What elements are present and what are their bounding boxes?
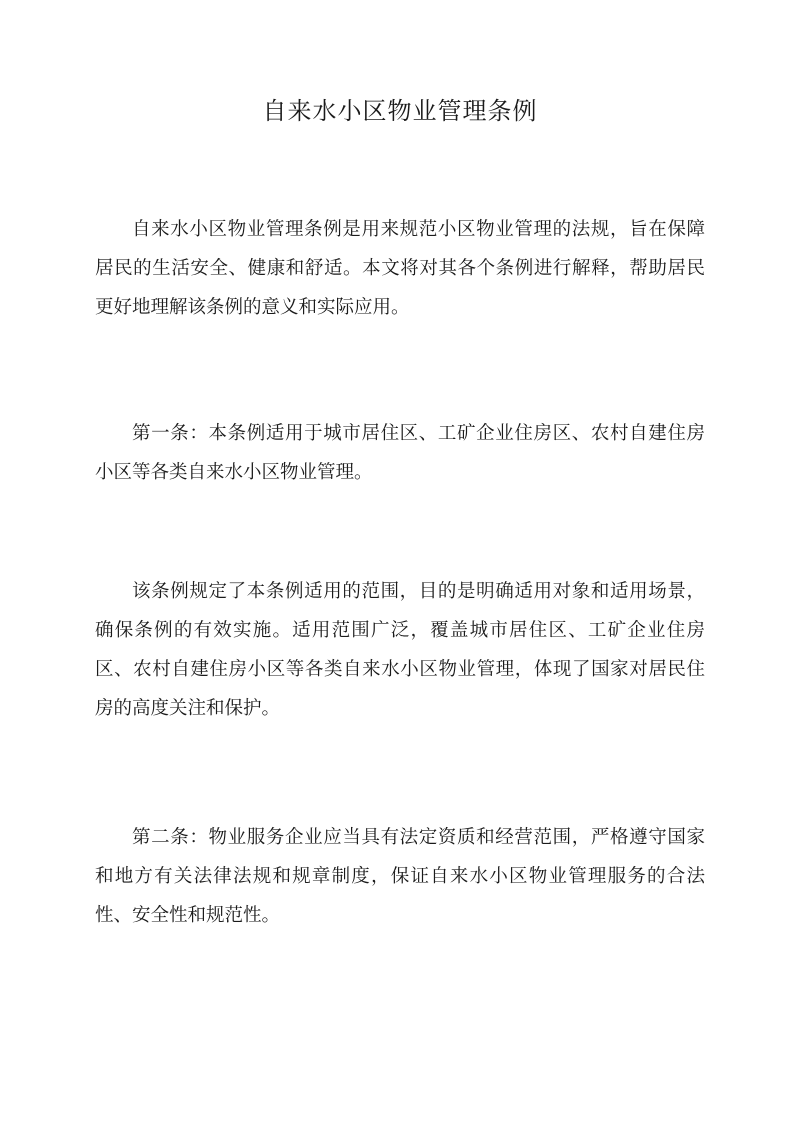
document-title: 自来水小区物业管理条例 bbox=[262, 97, 538, 125]
article-two-paragraph: 第二条：物业服务企业应当具有法定资质和经营范围，严格遵守国家和地方有关法律法规和规章制度，保证自来水小区物业管理服务的合法性、安全性和规范性。 bbox=[95, 827, 705, 926]
article-one-paragraph: 第一条：本条例适用于城市居住区、工矿企业住房区、农村自建住房小区等各类自来水小区物业管理。 bbox=[95, 423, 705, 483]
intro-paragraph: 自来水小区物业管理条例是用来规范小区物业管理的法规，旨在保障居民的生活安全、健康和舒适。本文将对其各个条例进行解释，帮助居民更好地理解该条例的意义和实际应用。 bbox=[95, 219, 705, 318]
article-one-explanation-paragraph: 该条例规定了本条例适用的范围，目的是明确适用对象和适用场景，确保条例的有效实施。适用范围广泛，覆盖城市居住区、工矿企业住房区、农村自建住房小区等各类自来水小区物业管理，体现了国家对居民住房的高度关注和保护。 bbox=[95, 581, 705, 719]
